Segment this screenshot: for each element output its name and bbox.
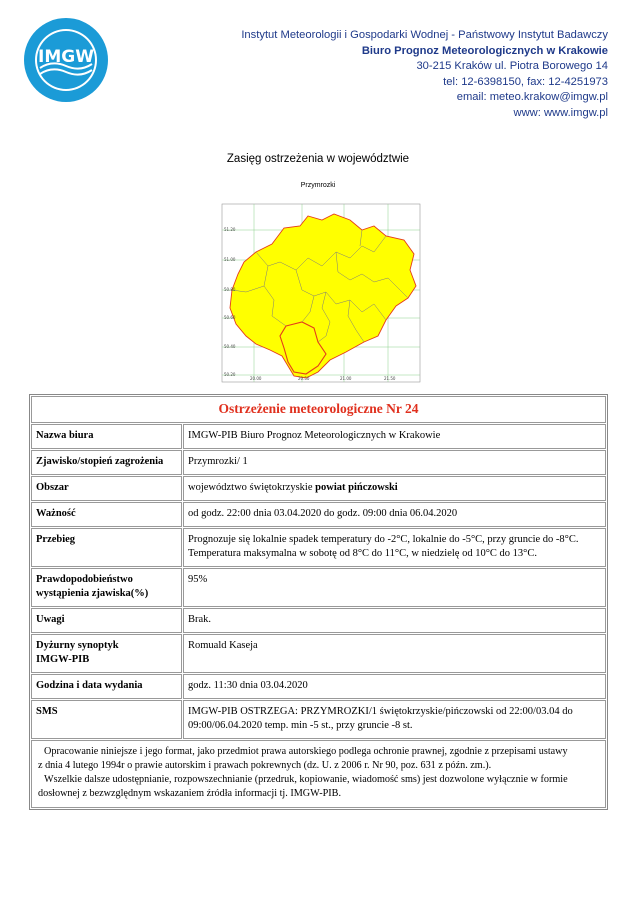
institute-header	[241, 28, 608, 121]
row-label: SMS	[31, 700, 182, 739]
note-line	[38, 773, 599, 787]
y-tick: 50.40	[224, 344, 236, 349]
sms-line: 09:00/06.04.2020 temp. min -5 st., przy gruncie -8 st.	[188, 720, 413, 731]
row-label: Zjawisko/stopień zagrożenia	[31, 450, 182, 475]
row-value: Romuald Kaseja	[183, 634, 606, 673]
row-value	[183, 476, 606, 501]
office-address: 30-215 Kraków ul. Piotra Borowego 14	[416, 60, 608, 72]
row-value: IMGW-PIB Biuro Prognoz Meteorologicznych w Krakowie	[183, 424, 606, 449]
note-line	[38, 745, 599, 759]
row-label: Obszar	[31, 476, 182, 501]
table-row	[31, 740, 606, 808]
row-label: Nazwa biura	[31, 424, 182, 449]
label-line: Dyżurny synoptyk	[36, 640, 119, 651]
course-line: Prognozuje się lokalnie spadek temperatury do -2°C, lokalnie do -5°C, przy gruncie do -8°C.	[188, 534, 579, 545]
y-tick: 50.60	[224, 315, 236, 320]
row-value: 95%	[183, 568, 606, 607]
institute-name: Instytut Meteorologii i Gospodarki Wodnej - Państwowy Instytut Badawczy	[241, 29, 608, 41]
row-label: Godzina i data wydania	[31, 674, 182, 699]
office-phone: tel: 12-6398150, fax: 12-4251973	[443, 75, 608, 88]
map-subtitle: Przymrozki	[300, 182, 336, 189]
row-label: Ważność	[31, 502, 182, 527]
row-label: Uwagi	[31, 608, 182, 633]
x-tick: 21.00	[340, 376, 352, 381]
row-value: od godz. 22:00 dnia 03.04.2020 do godz. 09:00 dnia 06.04.2020	[183, 502, 606, 527]
y-tick: 50.20	[224, 372, 236, 377]
area-county: powiat pińczowski	[315, 482, 398, 493]
label-line: IMGW-PIB	[36, 654, 90, 665]
row-label	[31, 568, 182, 607]
x-tick: 20.50	[298, 376, 310, 381]
row-value: Brak.	[183, 608, 606, 633]
table-row	[31, 528, 606, 567]
course-line: Temperatura maksymalna w sobotę od 8°C do 11°C, w niedzielę od 10°C do 13°C.	[188, 548, 537, 559]
note-text: Wszelkie dalsze udostępnianie, rozpowszechnianie (przedruk, kopiowanie, wiadomość sms) jest dozwolone wyłącznie w formie	[44, 774, 568, 785]
logo-text: IMGW	[38, 47, 94, 67]
row-value: godz. 11:30 dnia 03.04.2020	[183, 674, 606, 699]
sms-line: IMGW-PIB OSTRZEGA: PRZYMROZKI/1 świętokrzyskie/pińczowski od 22:00/03.04 do	[188, 706, 573, 717]
warning-map	[210, 196, 425, 392]
warning-table	[29, 394, 608, 810]
x-tick: 20.00	[250, 376, 262, 381]
office-name: Biuro Prognoz Meteorologicznych w Krakowie	[361, 44, 608, 57]
row-value: Przymrozki/ 1	[183, 450, 606, 475]
x-tick: 21.50	[384, 376, 396, 381]
map-title: Zasięg ostrzeżenia w województwie	[226, 153, 410, 165]
table-row	[31, 634, 606, 673]
table-row	[31, 476, 606, 501]
label-line: wystąpienia zjawiska(%)	[36, 588, 149, 599]
table-row	[31, 450, 606, 475]
row-value	[183, 528, 606, 567]
y-tick: 51.20	[224, 227, 236, 232]
table-row	[31, 568, 606, 607]
table-row	[31, 674, 606, 699]
row-label: Przebieg	[31, 528, 182, 567]
table-row	[31, 700, 606, 739]
area-region: województwo świętokrzyskie	[188, 482, 316, 493]
office-email[interactable]: email: meteo.krakow@imgw.pl	[456, 91, 608, 103]
row-value	[183, 700, 606, 739]
note-text: Opracowanie niniejsze i jego format, jako przedmiot prawa autorskiego podlega ochronie prawnej, zgodnie z przepisami ustawy	[44, 746, 568, 757]
table-row	[31, 608, 606, 633]
copyright-note	[31, 740, 606, 808]
warning-header: Ostrzeżenie meteorologiczne Nr 24	[31, 396, 606, 423]
y-tick: 51.00	[224, 257, 236, 262]
imgw-logo	[22, 16, 110, 104]
table-row	[31, 502, 606, 527]
row-label	[31, 634, 182, 673]
note-line: z dnia 4 lutego 1994r o prawie autorskim i prawach pokrewnych (dz. U. z 2006 r. Nr 90, poz. 631 z późn. zm.).	[38, 760, 492, 771]
label-line: Prawdopodobieństwo	[36, 574, 133, 585]
table-row	[31, 424, 606, 449]
note-line: dosłownej z bezwzględnym wskazaniem źródła informacji tj. IMGW-PIB.	[38, 788, 341, 799]
y-tick: 50.80	[224, 287, 236, 292]
office-website[interactable]: www: www.imgw.pl	[513, 106, 608, 119]
